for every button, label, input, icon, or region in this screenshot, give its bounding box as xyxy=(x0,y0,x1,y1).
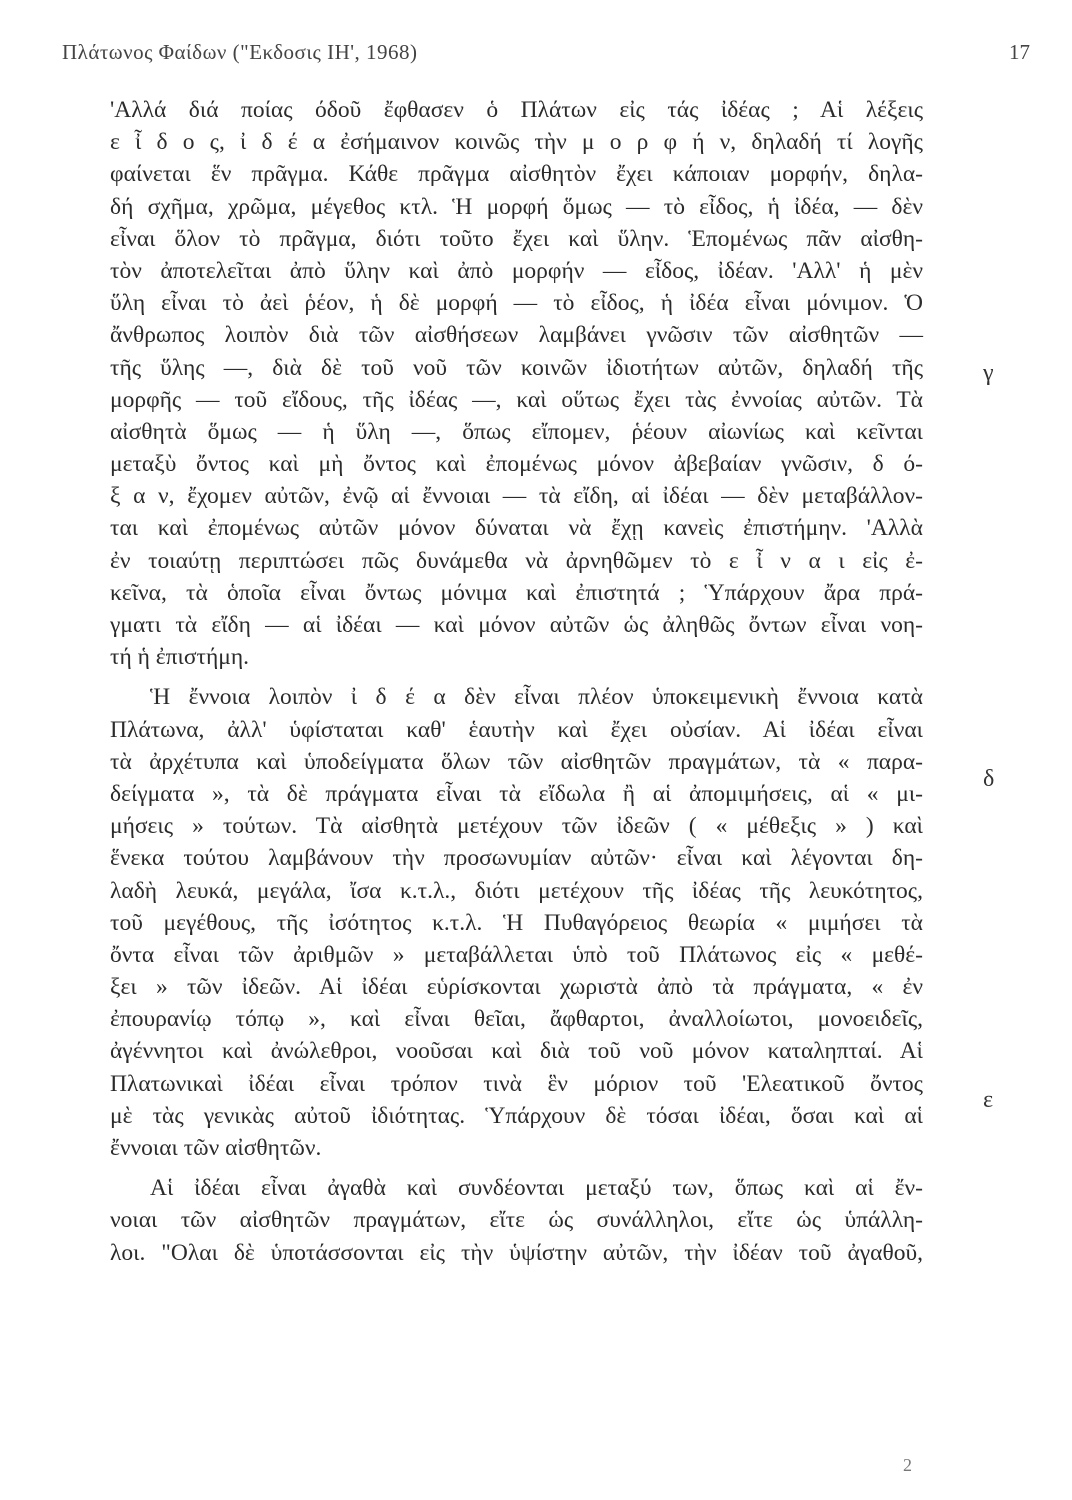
text-line: τὰ ἀρχέτυπα καὶ ὑποδείγματα ὅλων τῶν αἰσθητῶν πραγμάτων, τὰ « παρα- xyxy=(110,748,923,775)
text-line: ἐν τοιαύτῃ περιπτώσει πῶς δυνάμεθα νὰ ἀρνηθῶμεν τὸ ε ἶ ν α ι εἰς ἐ- xyxy=(110,547,923,574)
text-line: ἐπουρανίῳ τόπῳ », καὶ εἶναι θεῖαι, ἄφθαρτοι, ἀναλλοίωτοι, μονοειδεῖς, xyxy=(110,1006,923,1033)
margin-letter-gamma: γ xyxy=(983,360,994,386)
text-line: ται καὶ ἐπομένως αὐτῶν μόνον δύναται νὰ ἔχῃ κανεὶς ἐπιστήμην. 'Αλλὰ xyxy=(110,515,923,542)
paragraph xyxy=(110,1172,923,1269)
text-line: ἔννοιαι τῶν αἰσθητῶν. xyxy=(110,1135,322,1161)
text-line: κεῖνα, τὰ ὁποῖα εἶναι ὄντως μόνιμα καὶ ἐπιστητά ; Ὑπάρχουν ἄρα πρά- xyxy=(110,579,923,606)
paragraph xyxy=(110,94,923,673)
running-header xyxy=(62,40,1030,70)
text-line: μορφῆς — τοῦ εἴδους, τῆς ἰδέας —, καὶ οὕτως ἔχει τὰς ἐννοίας αὐτῶν. Τὰ xyxy=(110,386,923,413)
text-line: δή σχῆμα, χρῶμα, μέγεθος κτλ. Ἡ μορφή ὅμως — τὸ εἶδος, ἡ ἰδέα, — δὲν xyxy=(110,193,923,220)
text-line: ὄντα εἶναι τῶν ἀριθμῶν » μεταβάλλεται ὑπὸ τοῦ Πλάτωνος εἰς « μεθέ- xyxy=(110,941,923,968)
text-line: Πλάτωνα, ἀλλ' ὑφίσταται καθ' ἑαυτὴν καὶ ἔχει οὐσίαν. Αἱ ἰδέαι εἶναι xyxy=(110,716,923,743)
text-line: φαίνεται ἕν πρᾶγμα. Κάθε πρᾶγμα αἰσθητὸν ἔχει κάποιαν μορφήν, δηλα- xyxy=(110,161,923,188)
margin-letter-epsilon: ε xyxy=(983,1087,994,1113)
text-line: μὲ τὰς γενικὰς αὐτοῦ ἰδιότητας. Ὑπάρχουν δὲ τόσαι ἰδέαι, ὅσαι καὶ αἱ xyxy=(110,1102,923,1129)
text-line: Ἡ ἔννοια λοιπὸν ἰ δ έ α δὲν εἶναι πλέον ὑποκειμενικὴ ἔννοια κατὰ xyxy=(150,684,923,711)
text-line: τή ἡ ἐπιστήμη. xyxy=(110,644,249,671)
text-line: τῆς ὕλης —, διὰ δὲ τοῦ νοῦ τῶν κοινῶν ἰδιοτήτων αὐτῶν, δηλαδή τῆς xyxy=(110,354,923,381)
text-line: αἰσθητὰ ὅμως — ἡ ὕλη —, ὅπως εἴπομεν, ῥέουν αἰωνίως καὶ κεῖνται xyxy=(110,418,923,445)
text-line: τοῦ μεγέθους, τῆς ἰσότητος κ.τ.λ. Ἡ Πυθαγόρειος θεωρία « μιμήσει τὰ xyxy=(110,909,923,936)
page-number: 17 xyxy=(1009,40,1030,64)
header-title: Πλάτωνος Φαίδων ("Εκδοσις ΙΗ', 1968) xyxy=(62,40,418,64)
text-line: ὕλη εἶναι τὸ ἀεὶ ῥέον, ἡ δὲ μορφή — τὸ εἶδος, ἡ ἰδέα εἶναι μόνιμον. Ὁ xyxy=(110,290,923,317)
text-line: δείγματα », τὰ δὲ πράγματα εἶναι τὰ εἴδωλα ἢ αἱ ἀπομιμήσεις, αἱ « μι- xyxy=(110,780,923,807)
text-line: ἄνθρωπος λοιπὸν διὰ τῶν αἰσθήσεων λαμβάνει γνῶσιν τῶν αἰσθητῶν — xyxy=(110,322,923,349)
text-line: εἶναι ὅλον τὸ πρᾶγμα, διότι τοῦτο ἔχει καὶ ὕλην. Ἑπομένως πᾶν αἰσθη- xyxy=(110,225,923,252)
paragraph xyxy=(110,681,923,1164)
text-line: ξει » τῶν ἰδεῶν. Αἱ ἰδέαι εὑρίσκονται χωριστὰ ἀπὸ τὰ πράγματα, « ἐν xyxy=(110,974,923,1001)
text-line: Πλατωνικαὶ ἰδέαι εἶναι τρόπον τινὰ ἓν μόριον τοῦ 'Ελεατικοῦ ὄντος xyxy=(110,1070,923,1097)
text-line: λαδὴ λευκά, μεγάλα, ἴσα κ.τ.λ., διότι μετέχουν τῆς ἰδέας τῆς λευκότητος, xyxy=(110,877,923,904)
text-line: μεταξὺ ὄντος καὶ μὴ ὄντος καὶ ἐπομένως μόνον ἀβεβαίαν γνῶσιν, δ ό- xyxy=(110,451,923,478)
body-text xyxy=(110,94,923,1269)
text-line: λοι. "Ολαι δὲ ὑποτάσσονται εἰς τὴν ὑψίστην αὐτῶν, τὴν ἰδέαν τοῦ ἀγαθοῦ, xyxy=(110,1239,923,1266)
text-line: τὸν ἀποτελεῖται ἀπὸ ὕλην καὶ ἀπὸ μορφήν — εἶδος, ἰδέαν. 'Αλλ' ἡ μὲν xyxy=(110,257,923,284)
text-line: γματι τὰ εἴδη — αἱ ἰδέαι — καὶ μόνον αὐτῶν ὡς ἀληθῶς ὄντων εἶναι νοη- xyxy=(110,612,923,638)
signature-mark: 2 xyxy=(903,1455,912,1475)
text-line: ἀγέννητοι καὶ ἀνώλεθροι, νοοῦσαι καὶ διὰ τοῦ νοῦ μόνον καταληπταί. Αἱ xyxy=(110,1038,923,1065)
text-line: μήσεις » τούτων. Τὰ αἰσθητὰ μετέχουν τῶν ἰδεῶν ( « μέθεξις » ) καὶ xyxy=(110,813,923,840)
text-line: ε ἶ δ ο ς, ἰ δ έ α ἐσήμαινον κοινῶς τὴν μ ο ρ φ ή ν, δηλαδή τί λογῆς xyxy=(110,129,923,156)
text-line: νοιαι τῶν αἰσθητῶν πραγμάτων, εἴτε ὡς συνάλληλοι, εἴτε ὡς ὑπάλλη- xyxy=(110,1207,923,1234)
text-line: ἕνεκα τούτου λαμβάνουν τὴν προσωνυμίαν αὐτῶν· εἶναι καὶ λέγονται δη- xyxy=(110,845,923,872)
text-line: 'Αλλά διά ποίας όδοῦ ἔφθασεν ὁ Πλάτων εἰς τάς ἰδέας ; Αἱ λέξεις xyxy=(110,97,923,123)
margin-letter-delta: δ xyxy=(983,766,995,792)
text-line: ξ α ν, ἔχομεν αὐτῶν, ἐνῷ αἱ ἔννοιαι — τὰ εἴδη, αἱ ἰδέαι — δὲν μεταβάλλον- xyxy=(110,483,923,510)
text-line: Αἱ ἰδέαι εἶναι ἀγαθὰ καὶ συνδέονται μεταξύ των, ὅπως καὶ αἱ ἔν- xyxy=(150,1175,923,1202)
